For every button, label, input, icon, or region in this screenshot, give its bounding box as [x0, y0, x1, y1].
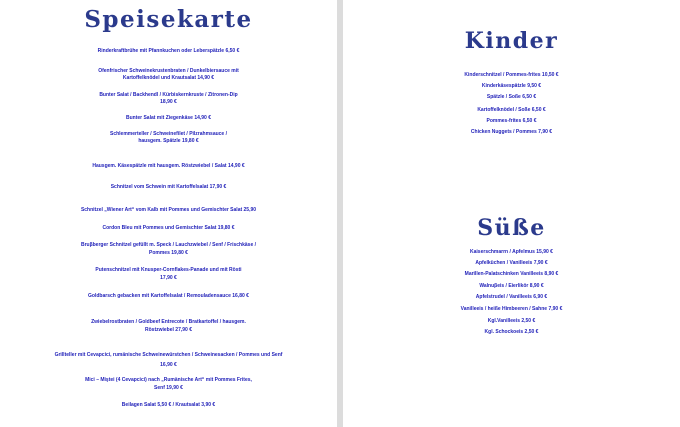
- suesse-title: Süße: [477, 215, 546, 241]
- menu-line: Kaiserschmarrn / Apfelmus 15,90 €: [470, 249, 553, 255]
- menu-line: Goldbarsch gebacken mit Kartoffelsalat / Remouladensauce 16,80 €: [88, 293, 249, 299]
- speisekarte-title: Speisekarte: [84, 6, 253, 33]
- menu-line: Pommes 19,80 €: [149, 250, 188, 256]
- menu-line: Spätzle / Soße 6,50 €: [486, 94, 537, 100]
- menu-line: Vanilleeis / heiße Himbeeren / Sahne 7,90 €: [460, 306, 563, 312]
- menu-line: Chicken Nuggets / Pommes 7,90 €: [470, 129, 553, 135]
- menu-page-right: [343, 0, 680, 427]
- menu-line: Kartoffelknödel / Soße 6,50 €: [477, 107, 546, 113]
- menu-line: Grillteller mit Cevapcici, rumänische Schweinewürstchen / Schweinesacken / Pommes und Senf: [54, 352, 283, 358]
- menu-line: hausgem. Spätzle 19,80 €: [138, 138, 199, 144]
- kinder-title: Kinder: [464, 28, 559, 54]
- menu-line: Schnitzel vom Schwein mit Kartoffelsalat 17,90 €: [110, 184, 227, 190]
- menu-line: 16,90 €: [160, 362, 177, 368]
- menu-line: Apfelküchen / Vanilleeis 7,90 €: [475, 260, 548, 266]
- menu-line: Zwiebelrostbraten / Goldbeef Entrecote / Bratkartoffel / hausgem.: [91, 319, 246, 325]
- menu-line: Bunter Salat mit Ziegenkäse 14,90 €: [125, 115, 212, 121]
- menu-line: Beilagen Salat 5,50 € / Krautsalat 3,90 €: [121, 402, 216, 408]
- menu-line: Bunter Salat / Backhendl / Kürbiskernkruste / Zitronen-Dip: [99, 92, 238, 98]
- menu-line: Röstzwiebel 27,90 €: [145, 327, 192, 333]
- menu-page-left: [0, 0, 337, 427]
- menu-line: Schlemmerteller / Schweinefilet / Pilzrahmsauce /: [110, 131, 227, 137]
- menu-line: Kinderschnitzel / Pommes-frites 10,50 €: [464, 72, 559, 78]
- menu-line: Putenschnitzel mit Knusper-Cornflakes-Panade und mit Rösti: [95, 267, 242, 273]
- menu-line: Schnitzel „Wiener Art“ vom Kalb mit Pommes und Gemischter Salat 25,90: [80, 207, 257, 213]
- menu-line: Walnuβeis / Eierlikör 8,90 €: [479, 283, 544, 289]
- menu-line: Cordon Bleu mit Pommes und Gemischter Salat 19,80 €: [102, 225, 235, 231]
- menu-line: Hausgem. Käsespätzle mit hausgem. Röstzwiebel / Salat 14,90 €: [92, 163, 245, 169]
- menu-line: Kinderkäsespätzle 9,50 €: [481, 83, 542, 89]
- menu-line: Marillen-Palatschinken Vanilleeis 8,90 €: [464, 271, 559, 277]
- menu-line: Kgl. Schockoeis 2,50 €: [484, 329, 539, 335]
- menu-line: Ofenfrischer Schweinekrustenbraten / Dunkelbiersauce mit: [98, 68, 239, 74]
- menu-line: Kartoffelknödel und Krautsalat 14,90 €: [122, 75, 215, 81]
- menu-line: 17,90 €: [160, 275, 177, 281]
- menu-line: Apfelstrudel / Vanilleeis 6,90 €: [475, 294, 548, 300]
- menu-line: Mici – Miştei (4 Cevapcici) nach „Rumänische Art“ mit Pommes Frites,: [85, 377, 252, 383]
- menu-line: Pommes-frites 6,50 €: [486, 118, 537, 124]
- menu-line: Bruβberger Schnitzel gefüllt m. Speck / Lauchzwiebel / Senf / Frischkäse /: [80, 242, 257, 248]
- menu-line: Senf 19,90 €: [154, 385, 183, 391]
- menu-line: 18,90 €: [160, 99, 177, 105]
- menu-line: Rinderkraftbrühe mit Pfannkuchen oder Leberspätzle 6,50 €: [97, 48, 240, 54]
- menu-line: Kgl.Vanilleeis 2,50 €: [487, 318, 536, 324]
